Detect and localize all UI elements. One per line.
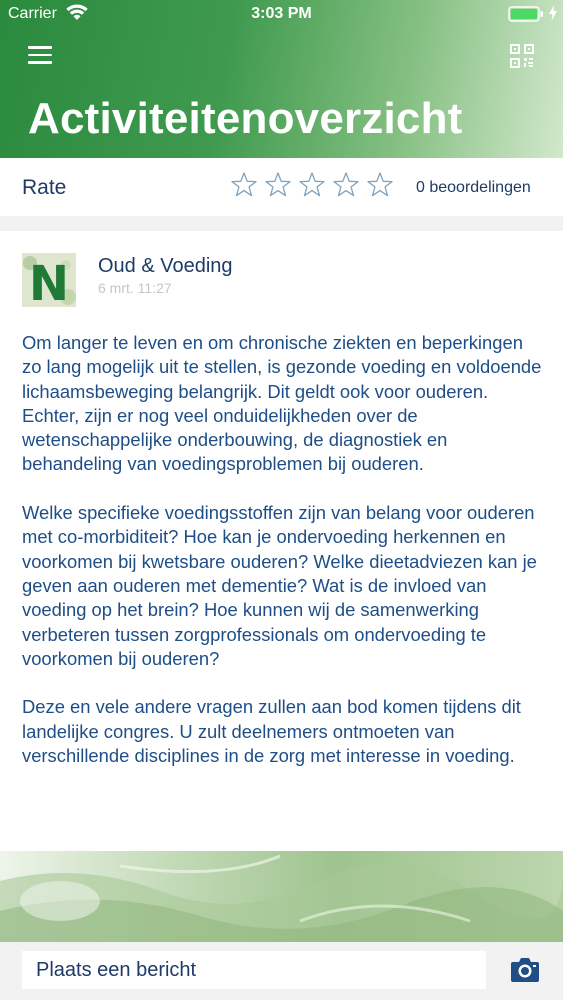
background-texture [0, 851, 563, 943]
avatar-image [22, 253, 76, 307]
avatar-letter: N [28, 256, 70, 307]
hamburger-menu-icon[interactable] [28, 46, 52, 66]
post-body [22, 331, 547, 793]
post-paragraph: Om langer te leven en om chronische ziekten en beperkingen zo lang mogelijk uit te stellen, is gezonde voeding en voldoende lichaamsbeweging belangrijk. Dit geldt ook voor ouderen. Echter, zijn er nog veel onduidelijkheden over de wetenschappelijke onderbouwing, de diagnostiek en behandeling van voedingsproblemen bij ouderen. [22, 332, 542, 475]
post-card [0, 231, 563, 851]
camera-icon[interactable] [510, 955, 540, 983]
star-icon[interactable] [230, 171, 258, 199]
rating-bar [0, 158, 563, 216]
post-date: 6 mrt. 11:27 [98, 280, 172, 296]
rating-stars[interactable] [230, 171, 400, 201]
charging-bolt-icon [548, 5, 558, 21]
page-title: Activiteitenoverzicht [28, 94, 463, 143]
star-icon[interactable] [332, 171, 360, 199]
background-image [0, 851, 563, 943]
compose-bar [0, 942, 563, 1000]
header [0, 0, 563, 158]
post-paragraph: Deze en vele andere vragen zullen aan bod komen tijdens dit landelijke congres. U zult deelnemers ontmoeten van verschillende disciplines in de zorg met interesse in voeding. [22, 696, 521, 767]
battery-icon [508, 6, 544, 22]
star-icon[interactable] [298, 171, 326, 199]
rating-count: 0 beoordelingen [416, 179, 531, 196]
message-input[interactable]: Plaats een bericht [22, 951, 486, 989]
post-paragraph: Welke specifieke voedingsstoffen zijn van belang voor ouderen met co-morbiditeit? Hoe kan je ondervoeding herkennen en voorkomen bij kwetsbare ouderen? Welke dieetadviezen kan je geven aan ouderen met dementie? Wat is de invloed van voeding op het brein? Hoe kunnen wij de samenwerking verbeteren tussen zorgprofessionals om ondervoeding te voorkomen bij ouderen? [22, 502, 537, 669]
qr-code-icon[interactable] [510, 44, 534, 68]
post-avatar[interactable] [22, 253, 76, 307]
status-time: 3:03 PM [251, 5, 312, 22]
status-bar [0, 0, 563, 30]
rate-label: Rate [22, 176, 67, 199]
carrier-label: Carrier [8, 5, 57, 22]
post-author[interactable]: Oud & Voeding [98, 255, 233, 277]
star-icon[interactable] [264, 171, 292, 199]
star-icon[interactable] [366, 171, 394, 199]
